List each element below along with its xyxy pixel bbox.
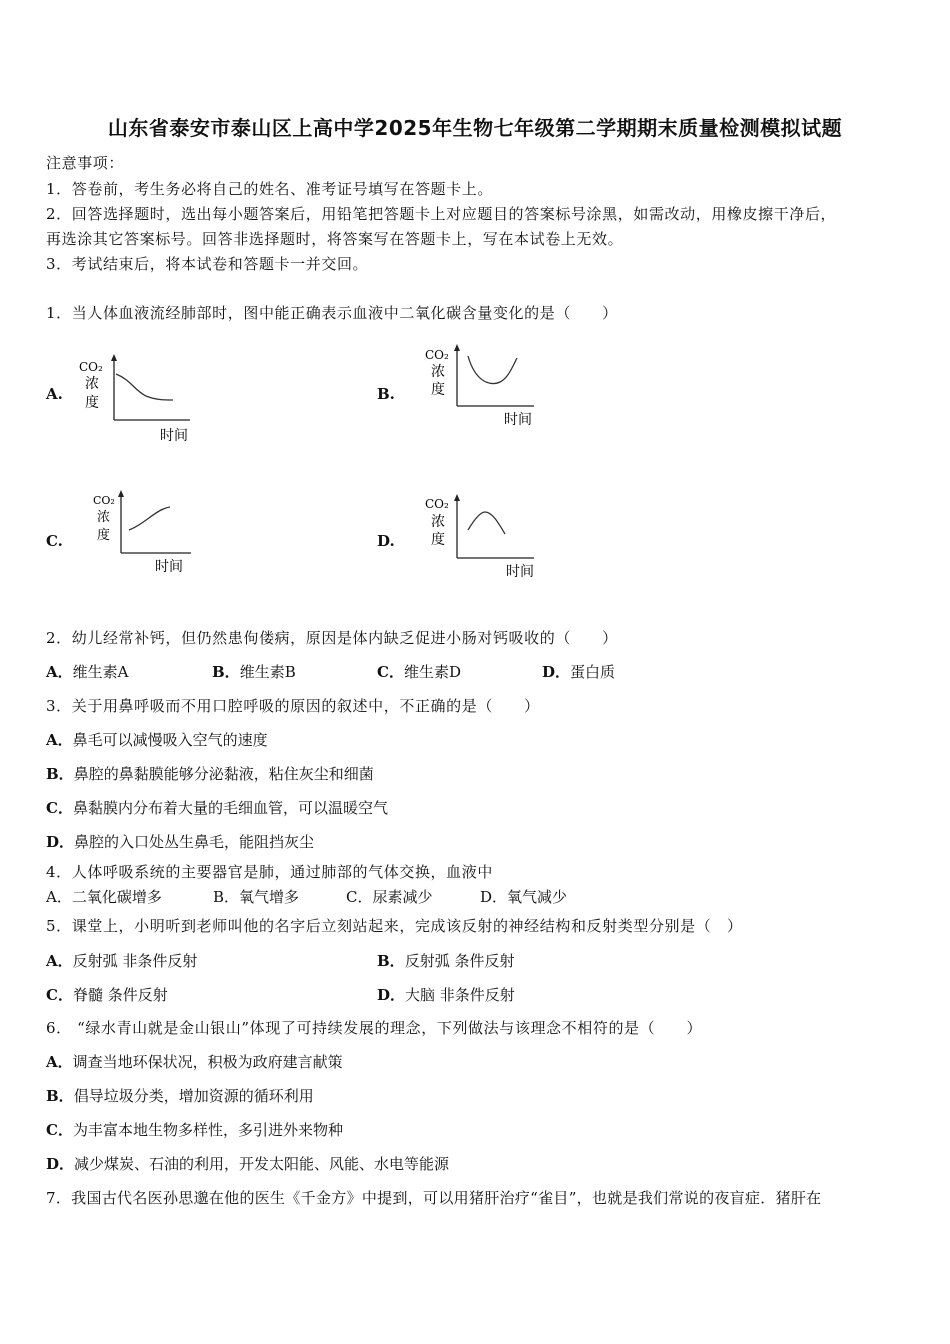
q4-option-a[interactable] xyxy=(46,886,162,907)
q1-option-b-graph xyxy=(422,342,552,438)
q1-option-c-graph xyxy=(91,488,221,584)
y-axis-arrow xyxy=(111,354,117,361)
q3-option-a[interactable] xyxy=(46,729,268,750)
q5-option-a[interactable] xyxy=(46,950,197,971)
x-label-time: 时间 xyxy=(160,428,188,444)
y-label-concentration-2: 度 xyxy=(85,395,99,411)
y-label-co2: CO₂ xyxy=(425,497,449,511)
q5-option-d[interactable] xyxy=(377,984,515,1005)
q1-option-b-letter[interactable]: B. xyxy=(377,385,395,403)
option-text: 反射弧 非条件反射 xyxy=(72,952,198,970)
page-title: 山东省泰安市泰山区上高中学2025年生物七年级第二学期期末质量检测模拟试题 xyxy=(107,116,843,140)
y-label-concentration-2: 度 xyxy=(431,532,445,548)
notes-heading: 注意事项： xyxy=(46,154,125,172)
y-label-co2: CO₂ xyxy=(79,360,103,374)
option-text: 倡导垃圾分类，增加资源的循环利用 xyxy=(73,1087,314,1105)
y-axis-arrow xyxy=(118,490,124,497)
q1-option-c-letter[interactable]: C. xyxy=(46,532,63,550)
q4-option-c[interactable] xyxy=(346,886,433,907)
question-3-stem: 3．关于用鼻呼吸而不用口腔呼吸的原因的叙述中，不正确的是（ ） xyxy=(46,697,540,715)
y-label-concentration-1: 浓 xyxy=(431,514,445,530)
q1-option-a-letter[interactable]: A. xyxy=(46,385,63,403)
y-label-co2: CO₂ xyxy=(93,494,115,507)
y-axis-arrow xyxy=(454,344,460,351)
option-letter: A． xyxy=(46,731,73,749)
q1-option-a-graph xyxy=(76,352,206,448)
question-6-stem: 6． “绿水青山就是金山银山”体现了可持续发展的理念，下列做法与该理念不相符的是（ ） xyxy=(46,1019,703,1037)
q5-option-b[interactable] xyxy=(377,950,514,971)
option-letter: B． xyxy=(46,1087,74,1105)
option-letter: B． xyxy=(213,888,240,906)
option-letter: A． xyxy=(46,952,73,970)
option-text: 氧气增多 xyxy=(239,888,300,906)
q2-option-a[interactable] xyxy=(46,661,128,682)
y-label-concentration-1: 浓 xyxy=(97,510,111,525)
option-text: 大脑 非条件反射 xyxy=(405,986,515,1004)
option-text: 维生素A xyxy=(72,663,129,681)
y-label-concentration-2: 度 xyxy=(431,382,445,398)
q6-option-d[interactable] xyxy=(46,1153,449,1174)
q2-option-c[interactable] xyxy=(377,661,461,682)
x-label-time: 时间 xyxy=(506,564,534,580)
option-letter: C． xyxy=(377,663,404,681)
q5-option-c[interactable] xyxy=(46,984,168,1005)
q4-option-d[interactable] xyxy=(480,886,567,907)
option-letter: B． xyxy=(212,663,240,681)
y-axis-arrow xyxy=(454,494,460,501)
option-letter: C． xyxy=(46,799,73,817)
x-label-time: 时间 xyxy=(155,559,183,575)
notes-item: 再选涂其它答案标号。回答非选择题时，将答案写在答题卡上，写在本试卷上无效。 xyxy=(46,230,624,248)
option-text: 为丰富本地生物多样性，多引进外来物种 xyxy=(72,1121,343,1139)
notes-item: 3．考试结束后，将本试卷和答题卡一并交回。 xyxy=(46,255,369,273)
option-text: 鼻腔的鼻黏膜能够分泌黏液，粘住灰尘和细菌 xyxy=(73,765,374,783)
option-letter: B． xyxy=(377,952,405,970)
option-letter: D． xyxy=(377,986,406,1004)
q1-option-d-graph xyxy=(422,492,552,588)
option-text: 二氧化碳增多 xyxy=(71,888,162,906)
option-text: 鼻腔的入口处丛生鼻毛，能阻挡灰尘 xyxy=(74,833,315,851)
question-4-stem: 4．人体呼吸系统的主要器官是肺，通过肺部的气体交换，血液中 xyxy=(46,863,493,881)
question-5-stem: 5．课堂上，小明听到老师叫他的名字后立刻站起来，完成该反射的神经结构和反射类型分别是（ ） xyxy=(46,917,743,935)
q2-option-d[interactable] xyxy=(542,661,615,682)
question-2-stem: 2．幼儿经常补钙，但仍然患佝偻病，原因是体内缺乏促进小肠对钙吸收的（ ） xyxy=(46,629,618,647)
q3-option-b[interactable] xyxy=(46,763,374,784)
option-letter: A． xyxy=(46,1053,73,1071)
option-text: 维生素B xyxy=(239,663,296,681)
option-text: 反射弧 条件反射 xyxy=(404,952,515,970)
question-7-stem: 7．我国古代名医孙思邈在他的医生《千金方》中提到，可以用猪肝治疗“雀目”，也就是我们常说的夜盲症．猪肝在 xyxy=(46,1189,822,1207)
option-letter: D． xyxy=(542,663,571,681)
option-text: 减少煤炭、石油的利用，开发太阳能、风能、水电等能源 xyxy=(74,1155,450,1173)
curve-u-shaped xyxy=(468,356,517,384)
curve-arch xyxy=(468,512,505,534)
q6-option-c[interactable] xyxy=(46,1119,343,1140)
q6-option-a[interactable] xyxy=(46,1051,343,1072)
option-text: 维生素D xyxy=(403,663,461,681)
q1-option-d-letter[interactable]: D. xyxy=(377,532,395,550)
notes-item: 2．回答选择题时，选出每小题答案后，用铅笔把答题卡上对应题目的答案标号涂黑，如需改动，用橡皮擦干净后， xyxy=(46,205,837,223)
q2-option-b[interactable] xyxy=(212,661,296,682)
option-text: 氧气减少 xyxy=(507,888,568,906)
curve-increasing xyxy=(129,507,170,530)
option-letter: A． xyxy=(46,888,72,906)
option-letter: C． xyxy=(346,888,373,906)
y-label-co2: CO₂ xyxy=(425,348,449,362)
y-label-concentration-1: 浓 xyxy=(431,364,445,380)
q4-option-b[interactable] xyxy=(213,886,299,907)
x-label-time: 时间 xyxy=(504,412,532,428)
option-letter: D． xyxy=(480,888,508,906)
option-letter: A． xyxy=(46,663,73,681)
option-text: 脊髓 条件反射 xyxy=(72,986,168,1004)
option-letter: D． xyxy=(46,1155,75,1173)
option-letter: C． xyxy=(46,986,73,1004)
question-1-stem: 1．当人体血液流经肺部时，图中能正确表示血液中二氧化碳含量变化的是（ ） xyxy=(46,304,618,322)
option-text: 鼻黏膜内分布着大量的毛细血管，可以温暖空气 xyxy=(72,799,388,817)
q3-option-c[interactable] xyxy=(46,797,388,818)
y-label-concentration-1: 浓 xyxy=(85,376,99,392)
option-text: 蛋白质 xyxy=(570,663,616,681)
q6-option-b[interactable] xyxy=(46,1085,314,1106)
option-text: 鼻毛可以减慢吸入空气的速度 xyxy=(72,731,268,749)
option-letter: D． xyxy=(46,833,75,851)
option-text: 尿素减少 xyxy=(372,888,433,906)
q3-option-d[interactable] xyxy=(46,831,314,852)
option-text: 调查当地环保状况，积极为政府建言献策 xyxy=(72,1053,343,1071)
option-letter: B． xyxy=(46,765,74,783)
y-label-concentration-2: 度 xyxy=(97,528,111,543)
curve-decreasing xyxy=(116,374,173,400)
option-letter: C． xyxy=(46,1121,73,1139)
notes-item: 1．答卷前，考生务必将自己的姓名、准考证号填写在答题卡上。 xyxy=(46,180,493,198)
